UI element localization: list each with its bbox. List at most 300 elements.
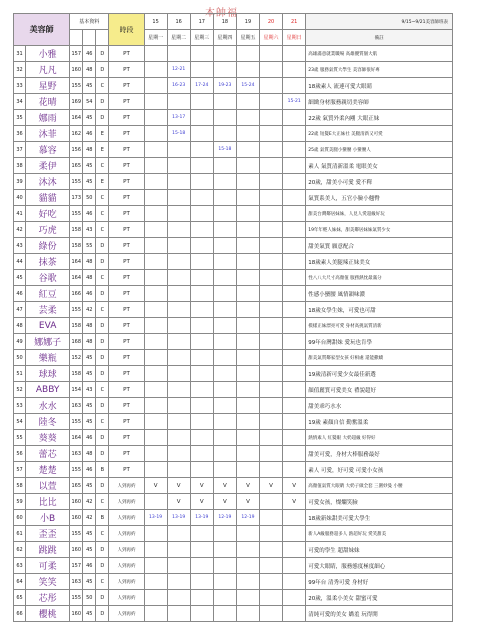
row-number: 60: [14, 510, 26, 526]
schedule-cell[interactable]: [236, 382, 259, 398]
schedule-cell[interactable]: [213, 174, 236, 190]
schedule-cell[interactable]: [167, 430, 190, 446]
cup-value: D: [96, 606, 109, 622]
schedule-cell[interactable]: [190, 222, 213, 238]
schedule-cell[interactable]: [167, 414, 190, 430]
schedule-cell[interactable]: 15-18: [167, 126, 190, 142]
schedule-cell[interactable]: [260, 174, 283, 190]
schedule-cell[interactable]: [167, 190, 190, 206]
schedule-cell[interactable]: V: [167, 494, 190, 510]
schedule-cell[interactable]: [144, 430, 167, 446]
schedule-cell[interactable]: [167, 302, 190, 318]
schedule-cell[interactable]: [190, 254, 213, 270]
weight-value: 45: [83, 158, 96, 174]
schedule-cell[interactable]: [167, 206, 190, 222]
schedule-cell[interactable]: [213, 110, 236, 126]
schedule-cell[interactable]: [144, 350, 167, 366]
schedule-cell[interactable]: [236, 238, 259, 254]
schedule-cell[interactable]: [167, 398, 190, 414]
schedule-cell[interactable]: [213, 430, 236, 446]
schedule-cell[interactable]: [283, 110, 306, 126]
schedule-cell[interactable]: [190, 526, 213, 542]
schedule-cell[interactable]: [190, 558, 213, 574]
schedule-cell[interactable]: [283, 398, 306, 414]
schedule-cell[interactable]: [190, 302, 213, 318]
schedule-cell[interactable]: [190, 334, 213, 350]
schedule-cell[interactable]: [190, 158, 213, 174]
table-row: [14, 222, 453, 238]
schedule-cell[interactable]: [236, 446, 259, 462]
schedule-cell[interactable]: [144, 254, 167, 270]
cup-value: D: [96, 446, 109, 462]
schedule-cell[interactable]: [190, 190, 213, 206]
schedule-cell[interactable]: [213, 334, 236, 350]
schedule-cell[interactable]: [167, 350, 190, 366]
schedule-cell[interactable]: [260, 302, 283, 318]
schedule-cell[interactable]: [144, 542, 167, 558]
table-row: [14, 382, 453, 398]
schedule-cell[interactable]: [236, 590, 259, 606]
schedule-cell[interactable]: [283, 78, 306, 94]
schedule-cell[interactable]: [213, 222, 236, 238]
schedule-cell[interactable]: [144, 46, 167, 62]
schedule-cell[interactable]: V: [260, 478, 283, 494]
schedule-cell[interactable]: 15-21: [283, 94, 306, 110]
schedule-cell[interactable]: [236, 366, 259, 382]
height-value: 165: [70, 478, 83, 494]
schedule-cell[interactable]: 13-19: [167, 510, 190, 526]
schedule-cell[interactable]: [283, 606, 306, 622]
schedule-cell[interactable]: [260, 46, 283, 62]
stylist-name: 谷歌: [26, 270, 70, 286]
schedule-cell[interactable]: [213, 350, 236, 366]
shift-value: PT: [109, 222, 144, 238]
shift-value: PT: [109, 254, 144, 270]
stylist-name: 抹茶: [26, 254, 70, 270]
schedule-cell[interactable]: [283, 526, 306, 542]
schedule-cell[interactable]: [144, 78, 167, 94]
schedule-cell[interactable]: [236, 526, 259, 542]
schedule-cell[interactable]: [144, 62, 167, 78]
schedule-cell[interactable]: 16-23: [167, 78, 190, 94]
cup-value: D: [96, 318, 109, 334]
schedule-cell[interactable]: [213, 366, 236, 382]
schedule-cell[interactable]: [236, 318, 259, 334]
schedule-cell[interactable]: [236, 270, 259, 286]
schedule-cell[interactable]: [260, 158, 283, 174]
schedule-cell[interactable]: [190, 606, 213, 622]
row-number: 65: [14, 590, 26, 606]
schedule-cell[interactable]: [190, 286, 213, 302]
schedule-cell[interactable]: [283, 158, 306, 174]
schedule-cell[interactable]: [260, 270, 283, 286]
schedule-cell[interactable]: [167, 558, 190, 574]
schedule-cell[interactable]: [190, 318, 213, 334]
schedule-cell[interactable]: V: [283, 494, 306, 510]
schedule-cell[interactable]: [190, 62, 213, 78]
weight-value: 54: [83, 94, 96, 110]
schedule-cell[interactable]: [144, 414, 167, 430]
schedule-cell[interactable]: [167, 542, 190, 558]
schedule-cell[interactable]: [190, 46, 213, 62]
schedule-cell[interactable]: [213, 238, 236, 254]
schedule-cell[interactable]: [236, 302, 259, 318]
table-row: [14, 558, 453, 574]
schedule-cell[interactable]: [190, 270, 213, 286]
schedule-cell[interactable]: [283, 62, 306, 78]
schedule-cell[interactable]: [213, 158, 236, 174]
schedule-cell[interactable]: [283, 222, 306, 238]
schedule-cell[interactable]: [283, 46, 306, 62]
schedule-cell[interactable]: [144, 110, 167, 126]
schedule-cell[interactable]: [144, 398, 167, 414]
weekday-header: 星期日: [283, 30, 306, 46]
schedule-cell[interactable]: [283, 254, 306, 270]
cup-value: E: [96, 126, 109, 142]
schedule-cell[interactable]: [283, 462, 306, 478]
schedule-cell[interactable]: [260, 286, 283, 302]
schedule-cell[interactable]: [236, 398, 259, 414]
schedule-cell[interactable]: [236, 46, 259, 62]
schedule-cell[interactable]: [167, 334, 190, 350]
schedule-cell[interactable]: [283, 382, 306, 398]
table-row: [14, 158, 453, 174]
schedule-cell[interactable]: 13-19: [144, 510, 167, 526]
schedule-cell[interactable]: 13-19: [190, 510, 213, 526]
schedule-cell[interactable]: [283, 366, 306, 382]
schedule-cell[interactable]: [260, 62, 283, 78]
cup-value: D: [96, 542, 109, 558]
schedule-cell[interactable]: [213, 46, 236, 62]
schedule-cell[interactable]: [260, 78, 283, 94]
schedule-cell[interactable]: [167, 270, 190, 286]
schedule-cell[interactable]: [283, 206, 306, 222]
schedule-cell[interactable]: [283, 270, 306, 286]
schedule-cell[interactable]: [144, 206, 167, 222]
schedule-cell[interactable]: [236, 350, 259, 366]
schedule-cell[interactable]: [236, 558, 259, 574]
schedule-cell[interactable]: [236, 606, 259, 622]
schedule-cell[interactable]: [167, 446, 190, 462]
weight-value: 48: [83, 334, 96, 350]
schedule-cell[interactable]: [167, 526, 190, 542]
schedule-cell[interactable]: [213, 606, 236, 622]
schedule-cell[interactable]: [236, 414, 259, 430]
table-row: [14, 446, 453, 462]
schedule-cell[interactable]: [260, 94, 283, 110]
schedule-cell[interactable]: [144, 494, 167, 510]
schedule-cell[interactable]: [144, 302, 167, 318]
schedule-cell[interactable]: [213, 414, 236, 430]
schedule-cell[interactable]: [283, 350, 306, 366]
schedule-cell[interactable]: [283, 590, 306, 606]
schedule-cell[interactable]: [213, 62, 236, 78]
schedule-cell[interactable]: [144, 558, 167, 574]
schedule-cell[interactable]: [167, 590, 190, 606]
notes-cell: 性八八大尺寸高顏值 服務熱忱最滿分: [306, 270, 453, 286]
schedule-cell[interactable]: [236, 254, 259, 270]
schedule-cell[interactable]: [283, 286, 306, 302]
schedule-cell[interactable]: V: [167, 478, 190, 494]
schedule-cell[interactable]: [190, 574, 213, 590]
schedule-cell[interactable]: [167, 462, 190, 478]
shift-value: 人到再約: [109, 542, 144, 558]
schedule-cell[interactable]: [144, 334, 167, 350]
schedule-cell[interactable]: V: [236, 494, 259, 510]
row-number: 42: [14, 222, 26, 238]
schedule-cell[interactable]: [213, 382, 236, 398]
schedule-cell[interactable]: [283, 318, 306, 334]
schedule-cell[interactable]: [260, 494, 283, 510]
schedule-cell[interactable]: [213, 526, 236, 542]
schedule-cell[interactable]: [236, 110, 259, 126]
schedule-cell[interactable]: [144, 526, 167, 542]
schedule-cell[interactable]: [236, 286, 259, 302]
schedule-cell[interactable]: [167, 286, 190, 302]
schedule-cell[interactable]: [144, 222, 167, 238]
schedule-cell[interactable]: [213, 286, 236, 302]
schedule-cell[interactable]: [213, 318, 236, 334]
weight-value: 46: [83, 126, 96, 142]
schedule-cell[interactable]: [283, 414, 306, 430]
schedule-cell[interactable]: [283, 430, 306, 446]
schedule-cell[interactable]: [144, 382, 167, 398]
notes-cell: 19年年輕人妹妹，甜美鄰居妹妹氣質少女: [306, 222, 453, 238]
schedule-cell[interactable]: [260, 398, 283, 414]
schedule-cell[interactable]: [190, 430, 213, 446]
schedule-cell[interactable]: [260, 318, 283, 334]
schedule-cell[interactable]: [283, 174, 306, 190]
schedule-cell[interactable]: [167, 222, 190, 238]
table-row: [14, 318, 453, 334]
schedule-cell[interactable]: [190, 110, 213, 126]
schedule-cell[interactable]: [167, 606, 190, 622]
schedule-cell[interactable]: [260, 142, 283, 158]
schedule-cell[interactable]: [260, 510, 283, 526]
schedule-cell[interactable]: [260, 350, 283, 366]
schedule-cell[interactable]: [260, 414, 283, 430]
schedule-cell[interactable]: [167, 174, 190, 190]
schedule-cell[interactable]: 12-19: [236, 510, 259, 526]
schedule-cell[interactable]: V: [144, 478, 167, 494]
schedule-cell[interactable]: [283, 510, 306, 526]
schedule-cell[interactable]: V: [213, 494, 236, 510]
row-number: 51: [14, 366, 26, 382]
schedule-cell[interactable]: [283, 334, 306, 350]
schedule-cell[interactable]: [236, 222, 259, 238]
schedule-cell[interactable]: [213, 302, 236, 318]
schedule-cell[interactable]: [213, 542, 236, 558]
schedule-cell[interactable]: [236, 206, 259, 222]
cup-value: C: [96, 414, 109, 430]
schedule-cell[interactable]: [260, 462, 283, 478]
schedule-cell[interactable]: [190, 462, 213, 478]
schedule-cell[interactable]: [167, 318, 190, 334]
schedule-cell[interactable]: [283, 142, 306, 158]
schedule-cell[interactable]: [260, 110, 283, 126]
schedule-cell[interactable]: [190, 174, 213, 190]
schedule-cell[interactable]: [144, 462, 167, 478]
schedule-cell[interactable]: [236, 94, 259, 110]
schedule-cell[interactable]: [213, 574, 236, 590]
schedule-cell[interactable]: [167, 142, 190, 158]
schedule-cell[interactable]: [190, 446, 213, 462]
schedule-cell[interactable]: V: [190, 494, 213, 510]
schedule-cell[interactable]: 12-21: [167, 62, 190, 78]
schedule-cell[interactable]: [190, 94, 213, 110]
schedule-cell[interactable]: 12-19: [213, 510, 236, 526]
schedule-cell[interactable]: [144, 366, 167, 382]
schedule-cell[interactable]: [236, 142, 259, 158]
schedule-cell[interactable]: [144, 94, 167, 110]
schedule-cell[interactable]: [144, 318, 167, 334]
schedule-cell[interactable]: [236, 62, 259, 78]
schedule-cell[interactable]: [167, 94, 190, 110]
schedule-cell[interactable]: [236, 462, 259, 478]
schedule-cell[interactable]: [213, 590, 236, 606]
schedule-cell[interactable]: 17-24: [190, 78, 213, 94]
cup-value: D: [96, 334, 109, 350]
schedule-cell[interactable]: [260, 334, 283, 350]
schedule-cell[interactable]: [260, 430, 283, 446]
schedule-cell[interactable]: [144, 190, 167, 206]
schedule-cell[interactable]: [190, 398, 213, 414]
schedule-cell[interactable]: [213, 270, 236, 286]
schedule-cell[interactable]: [190, 414, 213, 430]
schedule-cell[interactable]: [260, 542, 283, 558]
cup-value: C: [96, 382, 109, 398]
schedule-cell[interactable]: [144, 174, 167, 190]
schedule-cell[interactable]: [167, 46, 190, 62]
schedule-cell[interactable]: [167, 254, 190, 270]
schedule-cell[interactable]: [260, 526, 283, 542]
table-row: [14, 510, 453, 526]
schedule-cell[interactable]: [260, 366, 283, 382]
schedule-cell[interactable]: [167, 158, 190, 174]
schedule-cell[interactable]: [283, 446, 306, 462]
schedule-cell[interactable]: [260, 382, 283, 398]
weight-value: 42: [83, 302, 96, 318]
schedule-cell[interactable]: [213, 446, 236, 462]
stylist-name: 娜雨: [26, 110, 70, 126]
schedule-cell[interactable]: [144, 238, 167, 254]
schedule-cell[interactable]: [144, 270, 167, 286]
stylist-name: 芯彤: [26, 590, 70, 606]
schedule-cell[interactable]: [236, 126, 259, 142]
schedule-cell[interactable]: 13-17: [167, 110, 190, 126]
schedule-cell[interactable]: [190, 382, 213, 398]
schedule-cell[interactable]: [260, 558, 283, 574]
schedule-cell[interactable]: [260, 206, 283, 222]
schedule-cell[interactable]: [213, 94, 236, 110]
schedule-cell[interactable]: [236, 174, 259, 190]
schedule-cell[interactable]: [283, 238, 306, 254]
schedule-cell[interactable]: [236, 430, 259, 446]
schedule-cell[interactable]: [190, 238, 213, 254]
schedule-cell[interactable]: [236, 334, 259, 350]
schedule-cell[interactable]: [213, 126, 236, 142]
schedule-cell[interactable]: [283, 302, 306, 318]
stylist-column-header: 美容師: [14, 14, 70, 46]
date-header: 17: [190, 14, 213, 30]
shift-value: 人到再約: [109, 606, 144, 622]
row-number: 45: [14, 270, 26, 286]
schedule-cell[interactable]: [260, 254, 283, 270]
schedule-cell[interactable]: [260, 126, 283, 142]
schedule-cell[interactable]: [283, 190, 306, 206]
schedule-cell[interactable]: 19-23: [213, 78, 236, 94]
schedule-cell[interactable]: [144, 126, 167, 142]
schedule-cell[interactable]: V: [236, 478, 259, 494]
schedule-cell[interactable]: [260, 606, 283, 622]
date-range-title: 9/15~9/21美容師班表: [306, 14, 453, 30]
schedule-cell[interactable]: [167, 366, 190, 382]
schedule-cell[interactable]: 15-24: [236, 78, 259, 94]
schedule-cell[interactable]: [144, 286, 167, 302]
schedule-cell[interactable]: [213, 206, 236, 222]
schedule-cell[interactable]: V: [190, 478, 213, 494]
schedule-cell[interactable]: [260, 574, 283, 590]
schedule-cell[interactable]: [190, 366, 213, 382]
schedule-cell[interactable]: V: [283, 478, 306, 494]
schedule-cell[interactable]: [283, 126, 306, 142]
schedule-cell[interactable]: [213, 558, 236, 574]
height-value: 162: [70, 126, 83, 142]
schedule-cell[interactable]: [144, 142, 167, 158]
schedule-cell[interactable]: [190, 206, 213, 222]
schedule-cell[interactable]: [260, 590, 283, 606]
schedule-cell[interactable]: [213, 462, 236, 478]
schedule-cell[interactable]: [190, 142, 213, 158]
schedule-cell[interactable]: [260, 222, 283, 238]
schedule-cell[interactable]: [190, 126, 213, 142]
schedule-cell[interactable]: [260, 190, 283, 206]
schedule-cell[interactable]: 15-18: [213, 142, 236, 158]
shift-value: 人到再約: [109, 526, 144, 542]
schedule-cell[interactable]: [144, 158, 167, 174]
shift-value: PT: [109, 334, 144, 350]
schedule-cell[interactable]: [144, 446, 167, 462]
schedule-cell[interactable]: V: [213, 478, 236, 494]
schedule-cell[interactable]: [213, 190, 236, 206]
schedule-cell[interactable]: [167, 382, 190, 398]
schedule-cell[interactable]: [144, 574, 167, 590]
schedule-cell[interactable]: [236, 574, 259, 590]
notes-cell: 細緻身材服務親切美容師: [306, 94, 453, 110]
notes-cell: 甜美氣質 願意配合: [306, 238, 453, 254]
schedule-cell[interactable]: [144, 590, 167, 606]
schedule-cell[interactable]: [213, 398, 236, 414]
table-row: [14, 366, 453, 382]
weight-value: 45: [83, 110, 96, 126]
schedule-cell[interactable]: [283, 542, 306, 558]
schedule-cell[interactable]: [190, 542, 213, 558]
schedule-cell[interactable]: [190, 350, 213, 366]
schedule-cell[interactable]: [236, 542, 259, 558]
schedule-cell[interactable]: [236, 190, 259, 206]
schedule-cell[interactable]: [236, 158, 259, 174]
schedule-cell[interactable]: [213, 254, 236, 270]
schedule-cell[interactable]: [190, 590, 213, 606]
schedule-cell[interactable]: [167, 574, 190, 590]
height-value: 160: [70, 494, 83, 510]
schedule-cell[interactable]: [260, 446, 283, 462]
schedule-cell[interactable]: [260, 238, 283, 254]
schedule-cell[interactable]: [167, 238, 190, 254]
schedule-cell[interactable]: [283, 558, 306, 574]
schedule-cell[interactable]: [283, 574, 306, 590]
schedule-cell[interactable]: [144, 606, 167, 622]
